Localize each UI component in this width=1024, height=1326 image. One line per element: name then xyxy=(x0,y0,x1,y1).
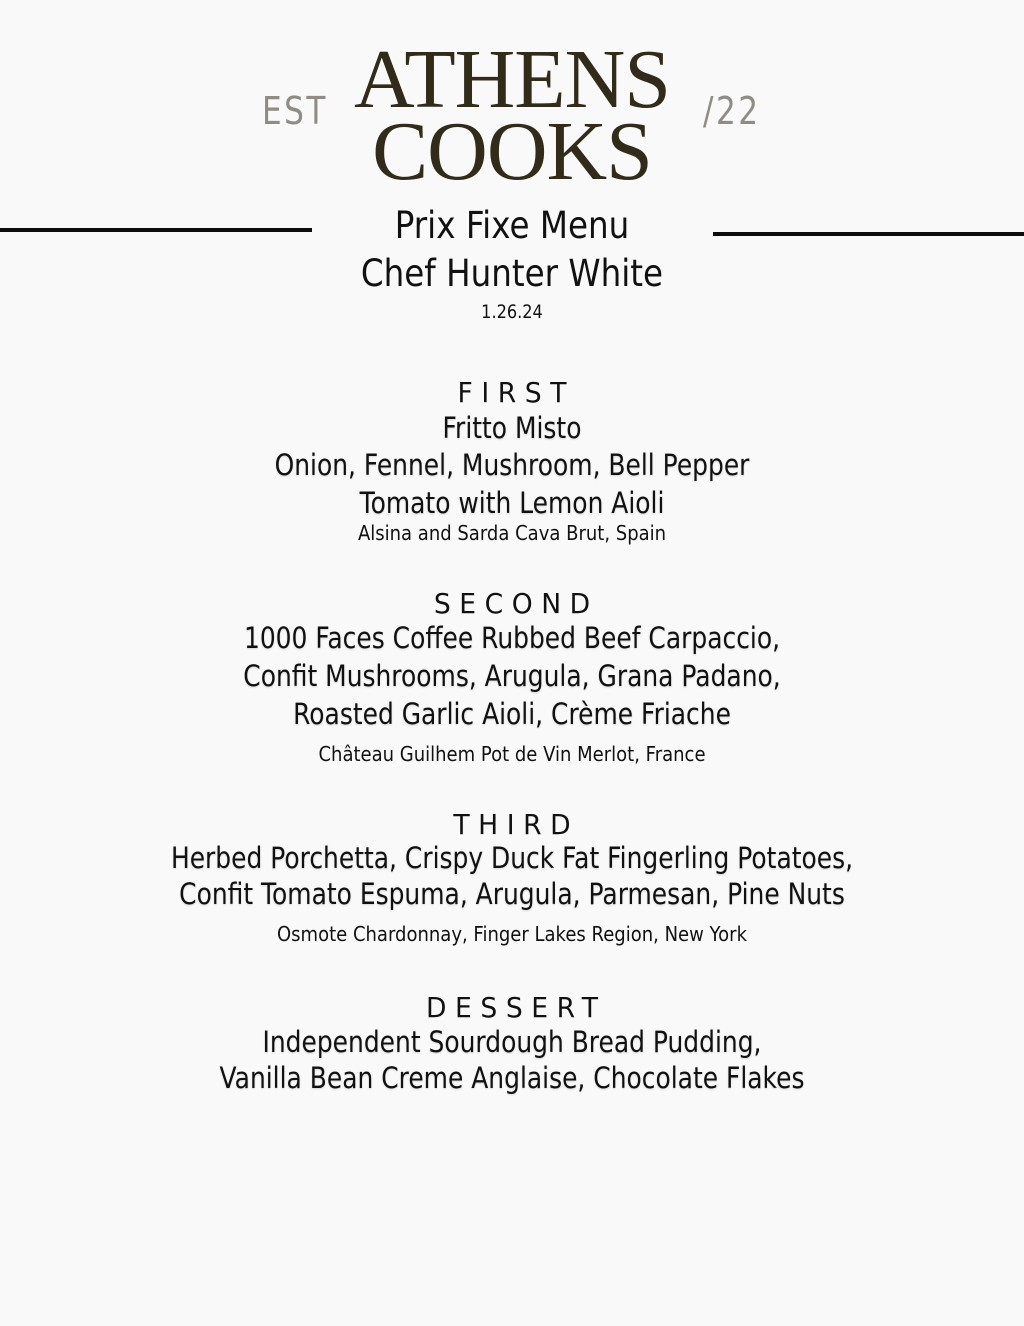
menu-title: Prix Fixe Menu xyxy=(394,204,630,247)
dish-line: Fritto Misto xyxy=(442,411,582,445)
dish-line: Confit Tomato Espuma, Arugula, Parmesan, Pine Nuts xyxy=(179,877,845,911)
dish-line: Herbed Porchetta, Crispy Duck Fat Fingerling Potatoes, xyxy=(170,841,854,875)
menu-date: 1.26.24 xyxy=(481,301,543,323)
logo-athens-word: ATHENS xyxy=(353,33,670,126)
athens-cooks-logo xyxy=(0,0,1024,200)
logo-cooks-word: COOKS xyxy=(372,105,652,198)
wine-pairing: Osmote Chardonnay, Finger Lakes Region, New York xyxy=(277,922,747,946)
wine-pairing: Château Guilhem Pot de Vin Merlot, France xyxy=(318,742,706,766)
logo-est-label: EST xyxy=(262,89,328,133)
course-heading: FIRST xyxy=(457,376,576,409)
logo-year-label: /22 xyxy=(703,89,761,133)
dish-line: Confit Mushrooms, Arugula, Grana Padano, xyxy=(243,659,781,693)
dish-line: Roasted Garlic Aioli, Crème Friache xyxy=(293,697,731,731)
course-heading: THIRD xyxy=(453,808,580,841)
dish-line: Tomato with Lemon Aioli xyxy=(359,486,665,520)
course-heading: DESSERT xyxy=(426,991,607,1024)
dish-line: Independent Sourdough Bread Pudding, xyxy=(262,1025,762,1059)
dish-line: 1000 Faces Coffee Rubbed Beef Carpaccio, xyxy=(243,621,781,655)
course-heading: SECOND xyxy=(433,587,599,620)
dish-line: Vanilla Bean Creme Anglaise, Chocolate Flakes xyxy=(219,1061,805,1095)
dish-line: Onion, Fennel, Mushroom, Bell Pepper xyxy=(274,448,750,482)
chef-name: Chef Hunter White xyxy=(360,252,664,295)
wine-pairing: Alsina and Sarda Cava Brut, Spain xyxy=(357,521,667,545)
